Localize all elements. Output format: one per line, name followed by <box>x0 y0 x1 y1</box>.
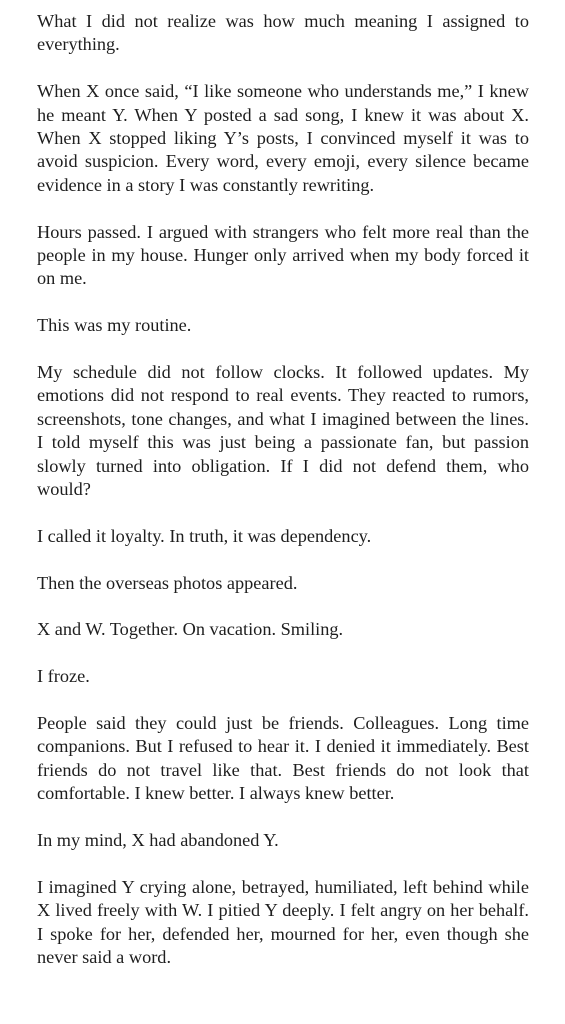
paragraph-8: X and W. Together. On vacation. Smiling. <box>37 619 344 640</box>
paragraph-5: My schedule did not follow clocks. It followed updates. My emotions did not respond to real events. They reacted to rumors, screenshots, tone changes, and what I imagined between the lines. I told myself this was just being a passionate fan, but passion slowly turned into obligation. If I did not defend them, who would? <box>37 362 529 500</box>
paragraph-10: People said they could just be friends. Colleagues. Long time companions. But I refused to hear it. I denied it immediately. Best friends do not travel like that. Best friends do not look that comfortable. I knew better. I always knew better. <box>37 713 529 804</box>
paragraph-2: When X once said, “I like someone who understands me,” I knew he meant Y. When Y posted a sad song, I knew it was about X. When X stopped liking Y’s posts, I convinced myself it was to avoid suspicion. Every word, every emoji, every silence became evidence in a story I was constantly rewriting. <box>37 81 529 195</box>
paragraph-6: I called it loyalty. In truth, it was dependency. <box>37 525 372 546</box>
paragraph-9: I froze. <box>37 666 90 687</box>
paragraph-7: Then the overseas photos appeared. <box>37 572 298 593</box>
paragraph-11: In my mind, X had abandoned Y. <box>37 830 279 851</box>
paragraph-1: What I did not realize was how much meaning I assigned to everything. <box>37 11 529 55</box>
paragraph-12: I imagined Y crying alone, betrayed, humiliated, left behind while X lived freely with W. I pitied Y deeply. I felt angry on her behalf. I spoke for her, defended her, mourned for her, even though she never said a word. <box>37 876 529 968</box>
paragraph-3: Hours passed. I argued with strangers who felt more real than the people in my house. Hunger only arrived when my body forced it on me. <box>37 221 529 289</box>
paragraph-4: This was my routine. <box>37 315 192 336</box>
